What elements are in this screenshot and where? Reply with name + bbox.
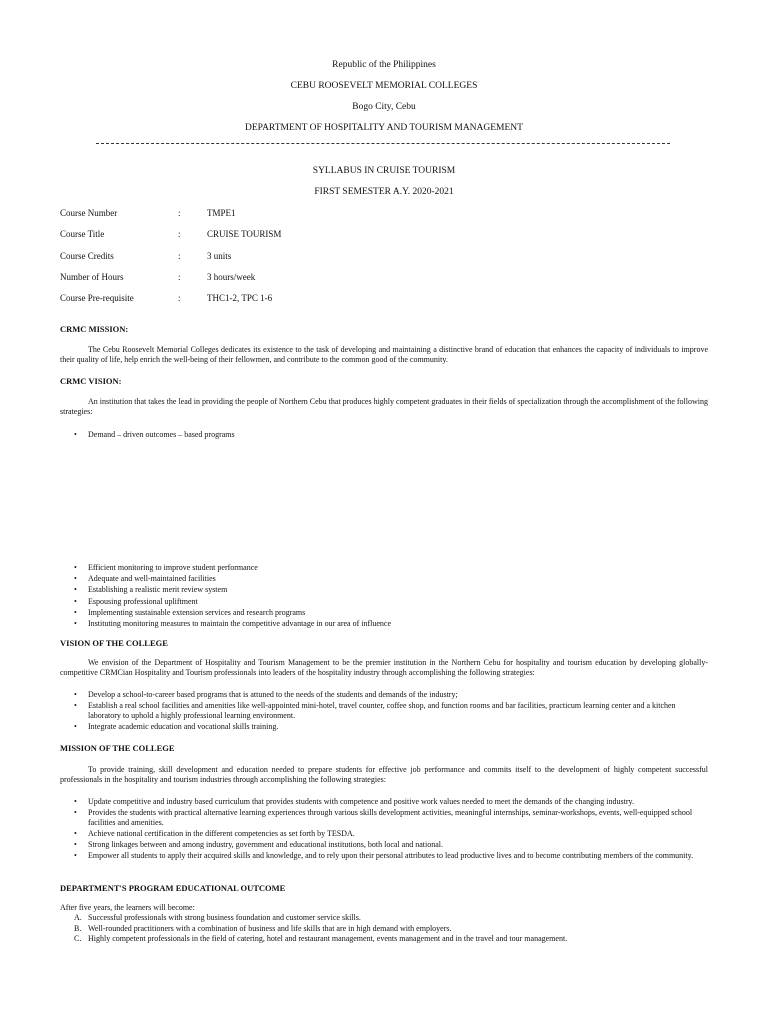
list-item: • Empower all students to apply their acquired skills and knowledge, and to rely upon their personal attributes to lead productive lives and to become contributing members of the community. — [74, 851, 708, 861]
course-info-colon: : — [178, 229, 181, 240]
college-mission-text: To provide training, skill development and education needed to prepare students for effective job performance and commits itself to the development of highly competent successful professionals in the hospitality and tourism industries through accomplishing the following strategies: — [60, 765, 708, 785]
list-item: • Establish a real school facilities and amenities like well-appointed mini-hotel, travel counter, coffee shop, and function rooms and bar facilities, practicum learning center and a kitchen laboratory to uphold a highly professional learning environment. — [74, 701, 708, 720]
list-item: • Demand – driven outcomes – based programs — [74, 429, 708, 440]
list-item: • Espousing professional upliftment — [74, 596, 708, 607]
program-outcome-heading: DEPARTMENT'S PROGRAM EDUCATIONAL OUTCOME — [60, 883, 286, 893]
list-item: • Implementing sustainable extension services and research programs — [74, 607, 708, 618]
list-item-text: Highly competent professionals in the field of catering, hotel and restaurant management, events management and in the travel and tour management. — [88, 934, 568, 943]
list-item — [74, 924, 708, 935]
program-outcome-list — [74, 913, 708, 945]
list-item — [74, 913, 708, 924]
college-vision-strategy-list — [74, 690, 708, 733]
college-mission-heading: MISSION OF THE COLLEGE — [60, 743, 175, 753]
list-item: • Strong linkages between and among industry, government and educational institutions, both local and national. — [74, 840, 708, 850]
crmc-vision-heading: CRMC VISION: — [60, 376, 122, 386]
course-info-row — [60, 208, 420, 229]
list-marker: C. — [74, 934, 82, 943]
school-name: CEBU ROOSEVELT MEMORIAL COLLEGES — [290, 81, 478, 91]
college-vision-heading: VISION OF THE COLLEGE — [60, 638, 168, 648]
list-item: • Integrate academic education and vocational skills training. — [74, 722, 708, 732]
crmc-mission-heading: CRMC MISSION: — [60, 324, 129, 334]
course-info-colon: : — [178, 250, 181, 261]
course-info-value: 3 hours/week — [207, 271, 256, 282]
department-name: DEPARTMENT OF HOSPITALITY AND TOURISM MANAGEMENT — [245, 123, 523, 133]
country-line: Republic of the Philippines — [332, 60, 436, 70]
course-info-colon: : — [178, 271, 181, 282]
course-info-row — [60, 229, 420, 250]
list-item: • Establishing a realistic merit review system — [74, 584, 708, 595]
crmc-vision-first-list — [74, 429, 708, 440]
list-item: • Update competitive and industry based curriculum that provides students with competence and positive work values needed to meet the demands of the changing industry. — [74, 797, 708, 807]
list-marker: B. — [74, 923, 82, 933]
list-item: • Achieve national certification in the different competencies as set forth by TESDA. — [74, 829, 708, 839]
crmc-vision-text: An institution that takes the lead in providing the people of Northern Cebu that produces highly competent graduates in their fields of specialization through the accomplishment of the following strategies: — [60, 397, 708, 417]
list-item: • Provides the students with practical alternative learning experiences through various skills development activities, meaningful internships, seminar-workshops, events, well-equipped school facilities and amenities. — [74, 808, 708, 827]
course-info-value: CRUISE TOURISM — [207, 229, 282, 240]
course-info-row — [60, 251, 420, 272]
crmc-vision-strategy-list — [74, 562, 708, 629]
dashed-divider — [96, 143, 670, 144]
course-info-value: THC1-2, TPC 1-6 — [207, 293, 273, 304]
course-info-colon: : — [178, 208, 181, 218]
course-info-label: Course Credits — [60, 250, 114, 261]
course-info-label: Course Number — [60, 208, 118, 218]
list-item: • Develop a school-to-career based programs that is attuned to the needs of the students and demands of the industry; — [74, 690, 708, 700]
list-item: • Instituting monitoring measures to maintain the competitive advantage in our area of influence — [74, 618, 708, 629]
crmc-mission-text: The Cebu Roosevelt Memorial Colleges dedicates its existence to the task of developing and maintaining a distinctive brand of education that enhances the capacity of individuals to improve their quality of life, help enrich the well-being of their fellowmen, and contribute to the common good of the community. — [60, 345, 708, 365]
college-mission-strategy-list — [74, 797, 708, 862]
list-marker: A. — [74, 913, 82, 922]
course-info-label: Number of Hours — [60, 271, 124, 282]
list-item — [74, 934, 708, 945]
course-info-row — [60, 293, 420, 314]
course-info-value: TMPE1 — [207, 208, 236, 218]
list-item: • Efficient monitoring to improve student performance — [74, 562, 708, 573]
course-info-label: Course Pre-requisite — [60, 293, 134, 304]
course-info-row — [60, 272, 420, 293]
course-info-value: 3 units — [207, 250, 232, 261]
list-item-text: Well-rounded practitioners with a combination of business and life skills that are in high demand with employers. — [88, 923, 452, 933]
list-item: • Adequate and well-maintained facilities — [74, 573, 708, 584]
program-outcome-intro: After five years, the learners will become: — [60, 903, 195, 912]
course-info-table — [60, 208, 420, 314]
city-line: Bogo City, Cebu — [352, 102, 416, 112]
course-info-colon: : — [178, 293, 181, 304]
syllabus-title: SYLLABUS IN CRUISE TOURISM — [312, 166, 456, 176]
list-item-text: Successful professionals with strong business foundation and customer service skills. — [88, 913, 361, 922]
college-vision-text: We envision of the Department of Hospitality and Tourism Management to be the premier institution in the Northern Cebu for hospitality and tourism education by developing globally-competitive CRMCian Hospitality and Tourism professionals into leaders of the hospitality industry through accomplishing the following strategies: — [60, 658, 708, 678]
course-info-label: Course Title — [60, 229, 105, 240]
semester-line: FIRST SEMESTER A.Y. 2020-2021 — [314, 187, 454, 197]
